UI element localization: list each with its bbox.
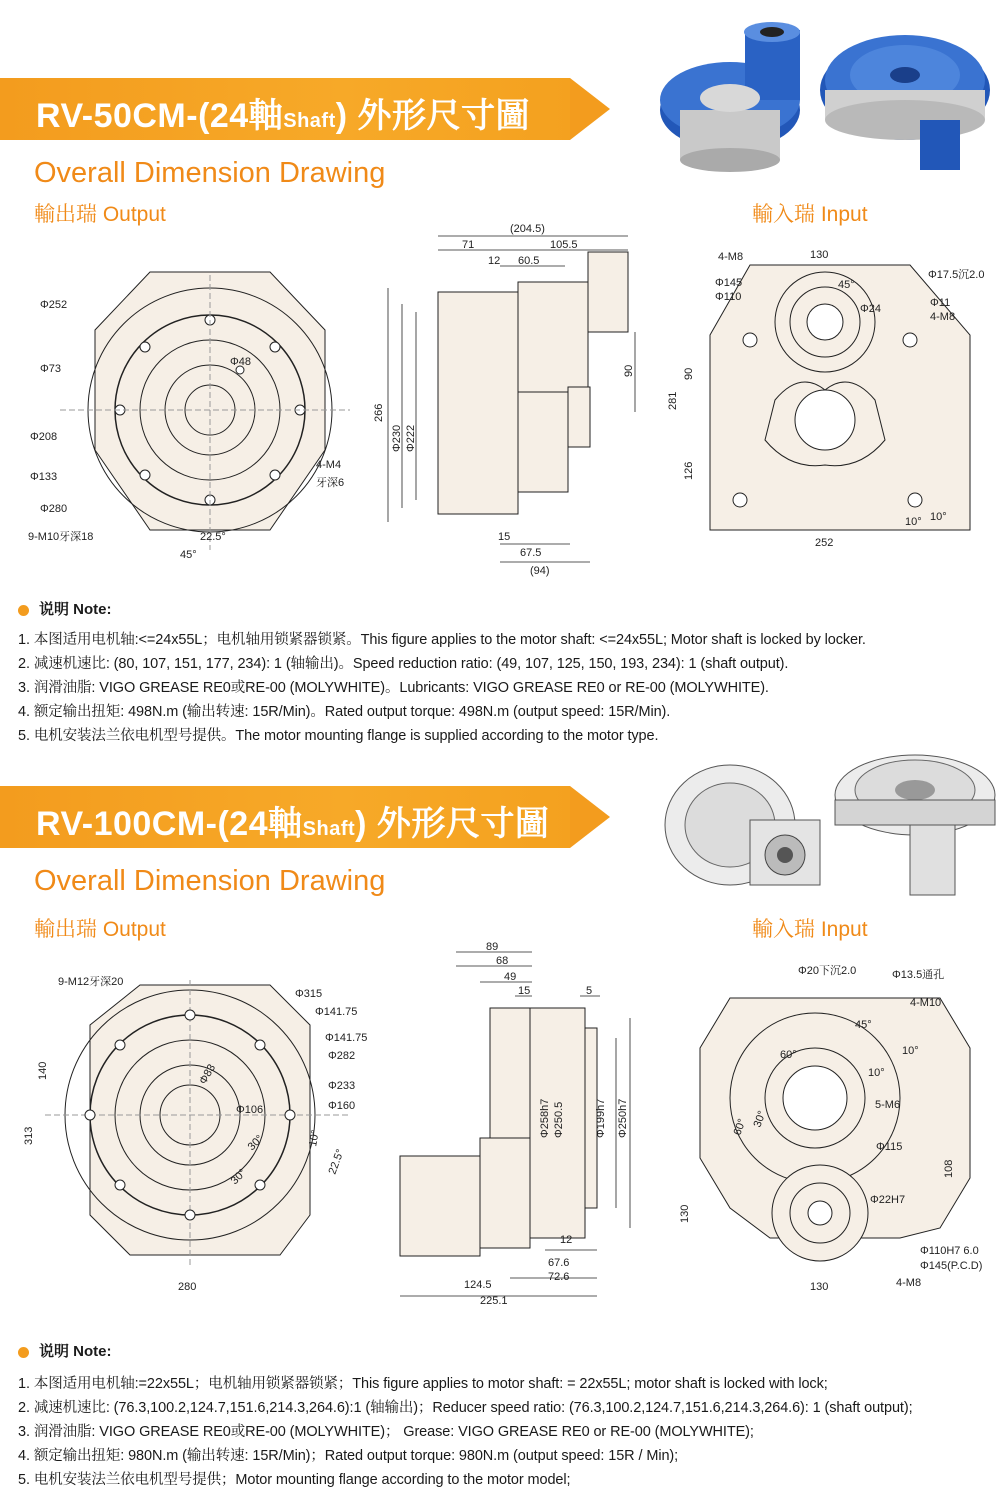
svg-text:Φ208: Φ208 [30, 431, 58, 443]
section1-output-drawing [20, 250, 360, 570]
svg-text:Φ11: Φ11 [930, 297, 951, 309]
svg-text:124.5: 124.5 [464, 1279, 492, 1291]
section2-note-4: 4. 额定输出扭矩: 980N.m (输出转速: 15R/Min)；Rated output torque: 980N.m (output speed: 15R / Min); [18, 1448, 679, 1464]
svg-text:Φ24: Φ24 [860, 303, 882, 315]
section2-input-drawing [670, 958, 1000, 1298]
svg-text:Φ20下沉2.0: Φ20下沉2.0 [798, 965, 857, 977]
svg-text:30°: 30° [245, 1132, 266, 1154]
svg-text:12: 12 [488, 255, 501, 267]
svg-text:266: 266 [373, 403, 385, 422]
svg-text:4-M8: 4-M8 [896, 1277, 922, 1289]
svg-text:60°: 60° [731, 1117, 749, 1138]
svg-text:313: 313 [23, 1126, 35, 1145]
svg-text:Φ133: Φ133 [30, 471, 58, 483]
svg-text:Φ282: Φ282 [328, 1050, 356, 1062]
svg-text:5-M6: 5-M6 [875, 1099, 901, 1111]
svg-text:Φ141.75: Φ141.75 [315, 1006, 358, 1018]
svg-text:71: 71 [462, 239, 475, 251]
svg-text:10°: 10° [905, 516, 922, 528]
svg-text:Φ115: Φ115 [876, 1141, 903, 1153]
section2-note-heading: 说明 Note: [18, 1340, 112, 1361]
note-bullet-icon [18, 1347, 29, 1358]
section2-note-5: 5. 电机安装法兰依电机型号提供；Motor mounting flange according to the motor model; [18, 1472, 571, 1488]
svg-text:225.1: 225.1 [480, 1295, 508, 1307]
svg-text:(204.5): (204.5) [510, 223, 545, 235]
section1-note-2: 2. 减速机速比: (80, 107, 151, 177, 234): 1 (轴输出)。Speed reduction ratio: (49, 107, 125, 150, 193, 234): 1 (shaft output). [18, 656, 789, 672]
svg-text:90: 90 [623, 364, 635, 377]
svg-text:Φ315: Φ315 [295, 988, 323, 1000]
svg-text:Φ73: Φ73 [40, 363, 62, 375]
section1-product-image [650, 10, 1000, 180]
svg-text:89: 89 [486, 941, 499, 953]
svg-text:Φ160: Φ160 [328, 1100, 356, 1112]
svg-text:22.5°: 22.5° [200, 531, 226, 543]
svg-text:130: 130 [810, 249, 829, 261]
svg-text:30°: 30° [228, 1166, 249, 1188]
note-bullet-icon [18, 605, 29, 616]
svg-text:60.5: 60.5 [518, 255, 540, 267]
section1-note-1: 1. 本图适用电机轴:<=24x55L；电机轴用锁紧器锁紧。This figure applies to the motor shaft: <=24x55L; Motor shaft is locked by locker. [18, 632, 866, 648]
svg-text:252: 252 [815, 537, 834, 549]
svg-text:Φ145: Φ145 [715, 277, 743, 289]
section2-note-1: 1. 本图适用电机轴:=22x55L；电机轴用锁紧器锁紧；This figure applies to motor shaft: = 22x55L; motor shaft is locked with lock; [18, 1376, 828, 1392]
section1-subtitle: Overall Dimension Drawing [34, 157, 386, 189]
svg-text:Φ48: Φ48 [230, 356, 252, 368]
svg-text:130: 130 [679, 1204, 691, 1223]
svg-text:Φ233: Φ233 [328, 1080, 356, 1092]
section2-input-label: 輸入瑞 Input [752, 918, 868, 941]
svg-text:Φ22H7: Φ22H7 [870, 1194, 906, 1206]
svg-text:Φ230: Φ230 [391, 424, 403, 452]
svg-text:45°: 45° [180, 549, 197, 561]
svg-text:Φ141.75: Φ141.75 [325, 1032, 368, 1044]
svg-text:Φ199h7: Φ199h7 [595, 1098, 607, 1138]
svg-text:105.5: 105.5 [550, 239, 578, 251]
section2-note-3: 3. 润滑油脂: VIGO GREASE RE0或RE-00 (MOLYWHITE)； Grease: VIGO GREASE RE0 or RE-00 (MOLYWHITE); [18, 1424, 754, 1440]
svg-text:4-M4: 4-M4 [316, 459, 342, 471]
svg-text:280: 280 [178, 1281, 197, 1293]
svg-text:60°: 60° [780, 1049, 797, 1061]
section2-title: RV-100CM-(24軸Shaft) 外形尺寸圖 [36, 805, 550, 843]
section2-output-drawing [20, 965, 380, 1300]
svg-text:4-M8: 4-M8 [930, 311, 956, 323]
svg-text:90: 90 [683, 367, 695, 380]
section2-subtitle: Overall Dimension Drawing [34, 865, 386, 897]
svg-text:Φ83: Φ83 [197, 1062, 219, 1087]
section2-note-2: 2. 减速机速比: (76.3,100.2,124.7,151.6,214.3,264.6):1 (轴输出)；Reducer speed ratio: (76.3,100.2,124.7,151.6,214.3,264.6): 1 (shaft output); [18, 1400, 913, 1416]
svg-text:126: 126 [683, 461, 695, 480]
section1-note-4: 4. 额定输出扭矩: 498N.m (输出转速: 15R/Min)。Rated output torque: 498N.m (output speed: 15R/Min). [18, 704, 671, 720]
svg-text:72.6: 72.6 [548, 1271, 570, 1283]
svg-text:49: 49 [504, 971, 517, 983]
svg-text:9-M12牙深20: 9-M12牙深20 [58, 976, 124, 988]
svg-text:15: 15 [518, 985, 531, 997]
svg-text:10°: 10° [930, 511, 947, 523]
svg-text:5: 5 [586, 985, 593, 997]
svg-text:140: 140 [37, 1061, 49, 1080]
svg-text:Φ252: Φ252 [40, 299, 68, 311]
svg-text:Φ145(P.C.D): Φ145(P.C.D) [920, 1260, 983, 1272]
svg-text:67.6: 67.6 [548, 1257, 570, 1269]
section1-output-label: 輸出瑞 Output [34, 203, 166, 226]
section1-title: RV-50CM-(24軸Shaft) 外形尺寸圖 [36, 97, 531, 135]
svg-text:Φ280: Φ280 [40, 503, 68, 515]
svg-text:Φ106: Φ106 [236, 1104, 264, 1116]
svg-text:(94): (94) [530, 565, 550, 577]
svg-text:Φ110: Φ110 [715, 291, 742, 303]
svg-text:12: 12 [560, 1234, 573, 1246]
svg-text:68: 68 [496, 955, 509, 967]
svg-text:Φ110H7 6.0: Φ110H7 6.0 [920, 1245, 979, 1257]
section1-input-drawing [660, 240, 1000, 560]
svg-text:45°: 45° [838, 279, 855, 291]
section1-input-label: 輸入瑞 Input [752, 203, 868, 226]
svg-text:30°: 30° [751, 1109, 769, 1130]
svg-text:9-M10牙深18: 9-M10牙深18 [28, 531, 94, 543]
svg-text:Φ258h7: Φ258h7 [539, 1098, 551, 1138]
svg-text:22.5°: 22.5° [326, 1147, 347, 1177]
section2-output-label: 輸出瑞 Output [34, 918, 166, 941]
svg-text:281: 281 [667, 391, 679, 410]
section2-product-image [655, 745, 1000, 905]
svg-text:Φ13.5通孔: Φ13.5通孔 [892, 969, 945, 981]
svg-text:Φ17.5沉2.0: Φ17.5沉2.0 [928, 269, 985, 281]
svg-text:10°: 10° [868, 1067, 885, 1079]
svg-text:Φ250.5: Φ250.5 [553, 1101, 565, 1138]
svg-text:Φ250h7: Φ250h7 [617, 1098, 629, 1138]
svg-text:15: 15 [498, 531, 511, 543]
svg-text:45°: 45° [855, 1019, 872, 1031]
section1-banner-tail [570, 78, 610, 140]
section1-note-5: 5. 电机安装法兰依电机型号提供。The motor mounting flange is supplied according to the motor type. [18, 728, 659, 744]
svg-text:67.5: 67.5 [520, 547, 542, 559]
section1-note-heading: 说明 Note: [18, 598, 112, 619]
svg-text:牙深6: 牙深6 [316, 477, 345, 489]
svg-text:Φ222: Φ222 [405, 424, 417, 452]
section1-side-drawing [370, 222, 650, 582]
svg-text:130: 130 [810, 1281, 829, 1293]
svg-text:4-M8: 4-M8 [718, 251, 744, 263]
svg-text:4-M10: 4-M10 [910, 997, 942, 1009]
svg-text:108: 108 [943, 1159, 955, 1178]
section1-note-3: 3. 润滑油脂: VIGO GREASE RE0或RE-00 (MOLYWHITE)。Lubricants: VIGO GREASE RE0 or RE-00 (MOLYWHITE). [18, 680, 769, 696]
section2-banner-tail [570, 786, 610, 848]
svg-text:10°: 10° [902, 1045, 919, 1057]
section2-side-drawing [390, 938, 650, 1310]
svg-text:10°: 10° [307, 1129, 322, 1148]
